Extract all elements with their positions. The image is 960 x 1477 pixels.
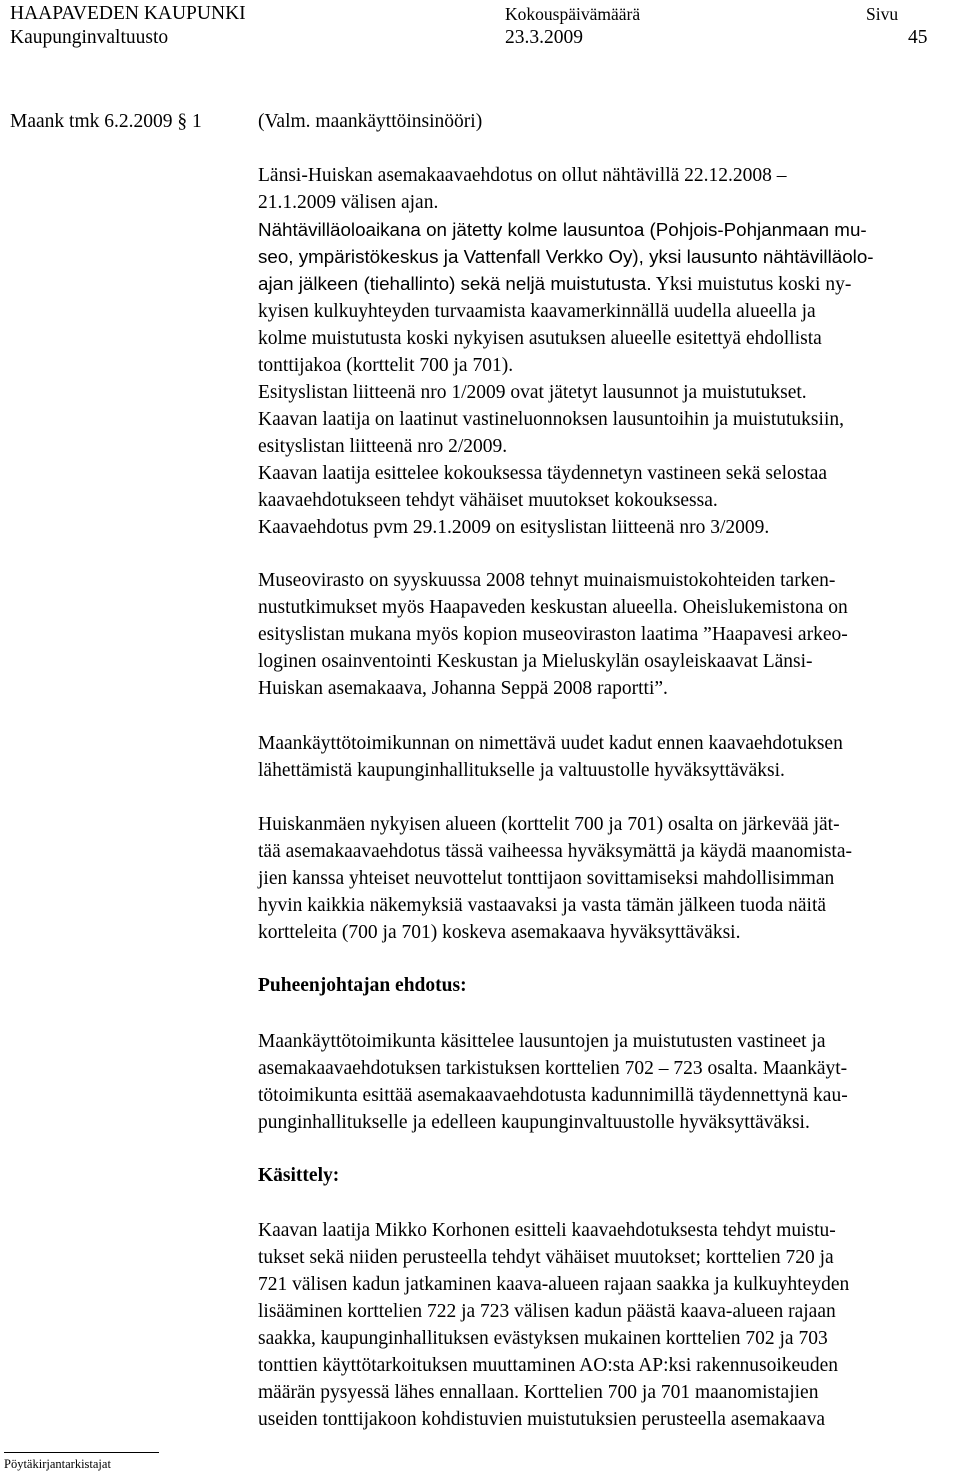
text-line: 721 välisen kadun jatkaminen kaava-alueen rajaan saakka ja kulkuyhteyden <box>258 1274 850 1295</box>
paragraph-huiskanmaki <box>258 811 958 946</box>
text-line: kortteleita (700 ja 701) koskeva asemakaava hyväksyttäväksi. <box>258 922 741 943</box>
text-line: Kaavaehdotus pvm 29.1.2009 on esityslistan liitteenä nro 3/2009. <box>258 517 770 538</box>
text-line: kolme muistutusta koski nykyisen asutuksen alueelle esitettyä ehdollista <box>258 328 822 349</box>
text-line: tonttijakoa (korttelit 700 ja 701). <box>258 355 514 376</box>
handling-text <box>258 1217 958 1433</box>
section-reference: Maank tmk 6.2.2009 § 1 <box>10 111 202 132</box>
text-line: Esityslistan liitteenä nro 1/2009 ovat jätetyt lausunnot ja muistutukset. <box>258 382 807 403</box>
proposal-heading: Puheenjohtajan ehdotus: <box>258 975 467 996</box>
date-label: Kokouspäivämäärä <box>505 4 641 24</box>
paragraph-comments <box>258 162 958 541</box>
text-line: Maankäyttötoimikunnan on nimettävä uudet kadut ennen kaavaehdotuksen <box>258 733 843 754</box>
page-number: 45 <box>908 27 928 48</box>
text-line: Museovirasto on syyskuussa 2008 tehnyt muinaismuistokohteiden tarken- <box>258 570 836 591</box>
text-line: Länsi-Huiskan asemakaavaehdotus on ollut nähtävillä 22.12.2008 – <box>258 165 787 186</box>
organization-name: HAAPAVEDEN KAUPUNKI <box>10 3 246 24</box>
minutes-checkers-label: Pöytäkirjantarkistajat <box>4 1457 111 1471</box>
page-label: Sivu <box>866 4 899 24</box>
text-line: Kaavan laatija on laatinut vastineluonnoksen lausuntoihin ja muistutuksiin, <box>258 409 844 430</box>
handling-heading: Käsittely: <box>258 1165 340 1186</box>
preparer-note: (Valm. maankäyttöinsinööri) <box>258 111 483 132</box>
text-line: tonttien käyttötarkoituksen muuttaminen AO:sta AP:ksi rakennusoikeuden <box>258 1355 839 1376</box>
text-line: Huiskan asemakaava, Johanna Seppä 2008 raportti”. <box>258 678 668 699</box>
text-line: kyisen kulkuyhteyden turvaamista kaavamerkinnällä uudella alueella ja <box>258 301 816 322</box>
text-line: tää asemakaavaehdotus tässä vaiheessa hyväksymättä ja käydä maanomista- <box>258 841 852 862</box>
text-line: useiden tonttijakoon kohdistuvien muistutuksien perusteella asemakaava <box>258 1409 825 1430</box>
meeting-body: Kaupunginvaltuusto <box>10 27 169 48</box>
paragraph-museum <box>258 567 958 702</box>
text-segment: ajan jälkeen (tiehallinto) sekä neljä muistutusta. <box>258 273 652 294</box>
text-line: kaavaehdotukseen tehdyt vähäiset muutokset kokouksessa. <box>258 490 718 511</box>
text-line: punginhallitukselle ja edelleen kaupunginvaltuustolle hyväksyttäväksi. <box>258 1112 810 1133</box>
text-line: lisääminen korttelien 722 ja 723 välisen kadun päästä kaava-alueen rajaan <box>258 1301 836 1322</box>
text-line: hyvin kaikkia näkemyksiä vastaavaksi ja vasta tämän jälkeen tuoda näitä <box>258 895 827 916</box>
text-line: saakka, kaupunginhallituksen evästyksen mukainen korttelien 702 ja 703 <box>258 1328 828 1349</box>
proposal-text <box>258 1028 958 1136</box>
text-line: Maankäyttötoimikunta käsittelee lausuntojen ja muistutusten vastineet ja <box>258 1031 826 1052</box>
meeting-date: 23.3.2009 <box>505 27 583 48</box>
text-line: nustutkimukset myös Haapaveden keskustan alueella. Oheislukemistona on <box>258 597 848 618</box>
text-line: seo, ympäristökeskus ja Vattenfall Verkko Oy), yksi lausunto nähtävilläolo- <box>258 246 874 267</box>
text-line: tukset sekä niiden perusteella tehdyt vähäiset muutokset; korttelien 720 ja <box>258 1247 834 1268</box>
text-line: loginen osainventointi Keskustan ja Mieluskylän osayleiskaavat Länsi- <box>258 651 813 672</box>
text-line: esityslistan liitteenä nro 2/2009. <box>258 436 508 457</box>
text-line: lähettämistä kaupunginhallitukselle ja valtuustolle hyväksyttäväksi. <box>258 760 785 781</box>
text-line: 21.1.2009 välisen ajan. <box>258 192 439 213</box>
text-line: määrän pysyessä lähes ennallaan. Korttelien 700 ja 701 maanomistajien <box>258 1382 819 1403</box>
text-line: Huiskanmäen nykyisen alueen (korttelit 700 ja 701) osalta on järkevää jät- <box>258 814 840 835</box>
paragraph-street-names <box>258 730 958 784</box>
text-line <box>258 270 958 298</box>
text-line: esityslistan mukana myös kopion museoviraston laatima ”Haapavesi arkeo- <box>258 624 848 645</box>
text-line: Nähtävilläoloaikana on jätetty kolme lausuntoa (Pohjois-Pohjanmaan mu- <box>258 219 867 240</box>
text-line: Kaavan laatija Mikko Korhonen esitteli kaavaehdotuksesta tehdyt muistu- <box>258 1220 836 1241</box>
text-segment: Yksi muistutus koski ny- <box>651 274 852 295</box>
text-line: asemakaavaehdotuksen tarkistuksen korttelien 702 – 723 osalta. Maankäyt- <box>258 1058 848 1079</box>
text-line: tötoimikunta esittää asemakaavaehdotusta kadunnimillä täydennettynä kau- <box>258 1085 848 1106</box>
signature-line <box>4 1452 159 1453</box>
text-line: jien kanssa yhteiset neuvottelut tonttijaon sovittamiseksi mahdollisimman <box>258 868 835 889</box>
text-line: Kaavan laatija esittelee kokouksessa täydennetyn vastineen sekä selostaa <box>258 463 828 484</box>
